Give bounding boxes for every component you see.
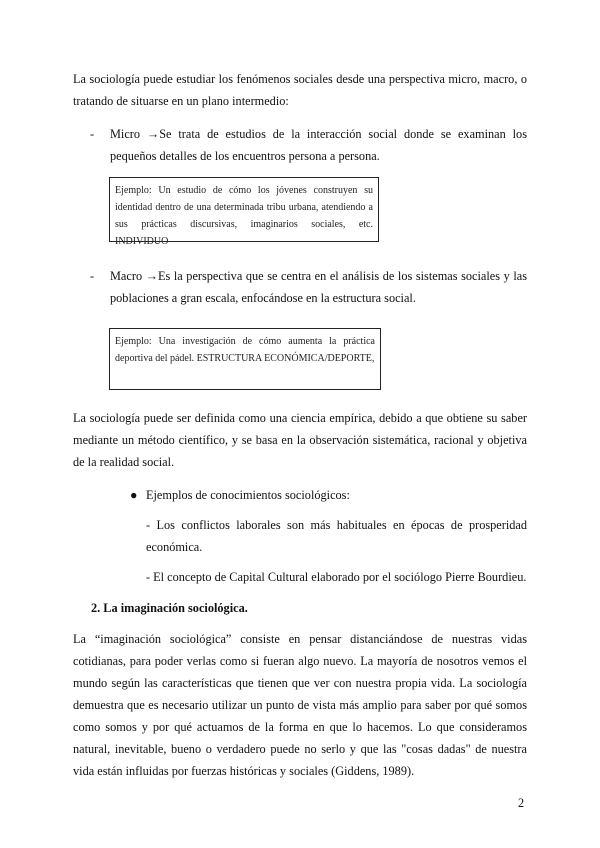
example-item-2: - El concepto de Capital Cultural elaborado por el sociólogo Pierre Bourdieu.: [146, 570, 527, 584]
definition-paragraph: La sociología puede ser definida como una ciencia empírica, debido a que obtiene su saber mediante un método científico, y se basa en la observación sistemática, racional y objetiva de la realidad social.: [73, 411, 527, 469]
micro-text: Micro →Se trata de estudios de la interacción social donde se examinan los pequeños detalles de los encuentros persona a persona.: [110, 127, 527, 163]
examples-list-title: [130, 484, 527, 506]
macro-item: [90, 265, 527, 309]
example-item-1: - Los conflictos laborales son más habituales en épocas de prosperidad económica.: [146, 518, 527, 554]
micro-item: [90, 123, 527, 167]
page-number: 2: [518, 796, 525, 810]
micro-example-box: Ejemplo: Un estudio de cómo los jóvenes construyen su identidad dentro de una determinada tribu urbana, atendiendo a sus prácticas discursivas, imaginarios sociales, etc. INDIVIDUO: [109, 177, 379, 242]
examples-title-text: Ejemplos de conocimientos sociológicos:: [146, 488, 350, 502]
section-body: La “imaginación sociológica” consiste en pensar distanciándose de nuestras vidas cotidianas, para poder verlas como si fueran algo nuevo. La mayoría de nosotros vemos el mundo según las características que tienen que ver con nuestra propia vida. La sociología demuestra que es necesario utilizar un punto de vista más amplio para saber por qué somos como somos y por qué actuamos de la forma en que lo hacemos. Lo que consideramos natural, inevitable, bueno o verdadero puede no serlo y que las "cosas dadas" de nuestra vida están influidas por fuerzas históricas y sociales (Giddens, 1989).: [73, 632, 527, 778]
macro-text: Macro →Es la perspectiva que se centra en el análisis de los sistemas sociales y las poblaciones a gran escala, enfocándose en la estructura social.: [110, 269, 527, 305]
dash-marker: -: [90, 269, 95, 283]
intro-paragraph: La sociología puede estudiar los fenómenos sociales desde una perspectiva micro, macro, o tratando de situarse en un plano intermedio:: [73, 72, 527, 108]
macro-example-box: Ejemplo: Una investigación de cómo aumenta la práctica deportiva del pádel. ESTRUCTURA ECONÓMICA/DEPORTE,: [109, 328, 381, 390]
bullet-dot: ●: [130, 488, 138, 502]
section-heading: 2. La imaginación sociológica.: [91, 601, 248, 615]
dash-marker: -: [90, 127, 95, 141]
